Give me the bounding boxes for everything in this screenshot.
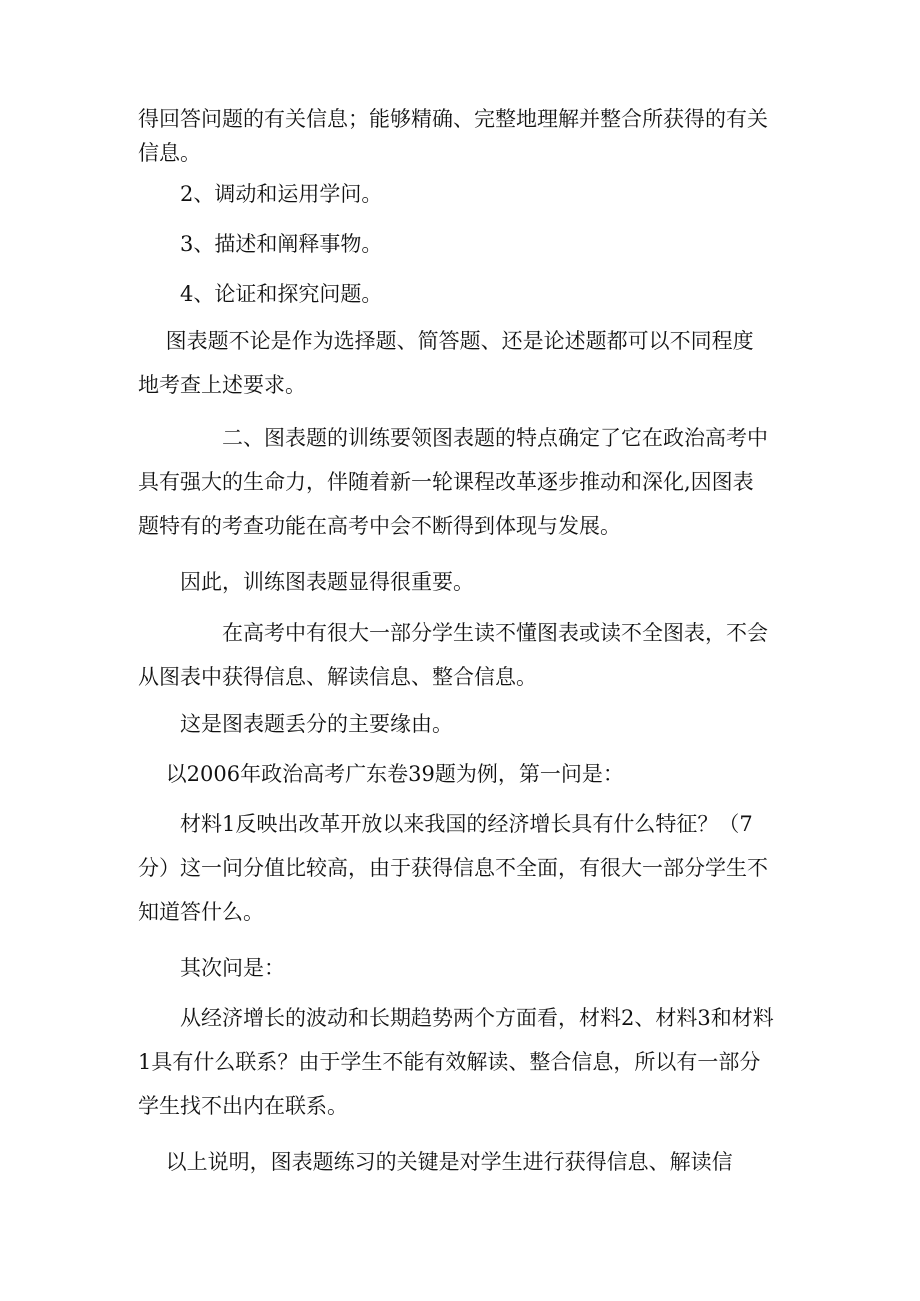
text-line: 二、图表题的训练要领图表题的特点确定了它在政治高考中 bbox=[138, 426, 768, 450]
paragraph bbox=[138, 172, 788, 216]
paragraph bbox=[138, 416, 788, 548]
paragraph bbox=[138, 1140, 788, 1184]
text-line: 信息。 bbox=[138, 141, 201, 165]
text-line: 1具有什么联系？由于学生不能有效解读、整合信息，所以有一部分 bbox=[138, 1050, 761, 1074]
text-line: 2、调动和运用学问。 bbox=[138, 182, 383, 206]
paragraph bbox=[138, 946, 788, 990]
paragraph bbox=[138, 702, 788, 746]
text-line: 这是图表题丢分的主要缘由。 bbox=[138, 712, 453, 736]
paragraph bbox=[138, 802, 788, 934]
text-line: 以2006年政治高考广东卷39题为例，第一问是： bbox=[138, 762, 624, 786]
text-line: 其次问是： bbox=[138, 956, 285, 980]
text-line: 题特有的考查功能在高考中会不断得到体现与发展。 bbox=[138, 514, 621, 538]
text-line: 学生找不出内在联系。 bbox=[138, 1094, 348, 1118]
text-line: 因此，训练图表题显得很重要。 bbox=[138, 570, 474, 594]
text-line: 分）这一问分值比较高，由于获得信息不全面，有很大一部分学生不 bbox=[138, 856, 768, 880]
paragraph bbox=[138, 319, 788, 407]
text-line: 知道答什么。 bbox=[138, 900, 264, 924]
text-line: 地考查上述要求。 bbox=[138, 373, 306, 397]
text-line: 材料1反映出改革开放以来我国的经济增长具有什么特征？（7 bbox=[138, 812, 753, 836]
paragraph bbox=[138, 560, 788, 604]
text-line: 4、论证和探究问题。 bbox=[138, 282, 383, 306]
paragraph bbox=[138, 272, 788, 316]
text-line: 以上说明，图表题练习的关键是对学生进行获得信息、解读信 bbox=[138, 1150, 733, 1174]
text-line: 在高考中有很大一部分学生读不懂图表或读不全图表，不会 bbox=[138, 621, 768, 645]
text-line: 从图表中获得信息、解读信息、整合信息。 bbox=[138, 665, 537, 689]
paragraph bbox=[138, 752, 788, 796]
paragraph bbox=[138, 102, 788, 170]
paragraph bbox=[138, 222, 788, 266]
text-line: 图表题不论是作为选择题、简答题、还是论述题都可以不同程度 bbox=[138, 329, 754, 353]
text-line: 3、描述和阐释事物。 bbox=[138, 232, 383, 256]
text-line: 具有强大的生命力，伴随着新一轮课程改革逐步推动和深化,因图表 bbox=[138, 470, 754, 494]
paragraph bbox=[138, 996, 788, 1128]
paragraph bbox=[138, 611, 788, 699]
text-line: 得回答问题的有关信息；能够精确、完整地理解并整合所获得的有关 bbox=[138, 107, 768, 131]
text-line: 从经济增长的波动和长期趋势两个方面看，材料2、材料3和材料 bbox=[138, 1006, 774, 1030]
